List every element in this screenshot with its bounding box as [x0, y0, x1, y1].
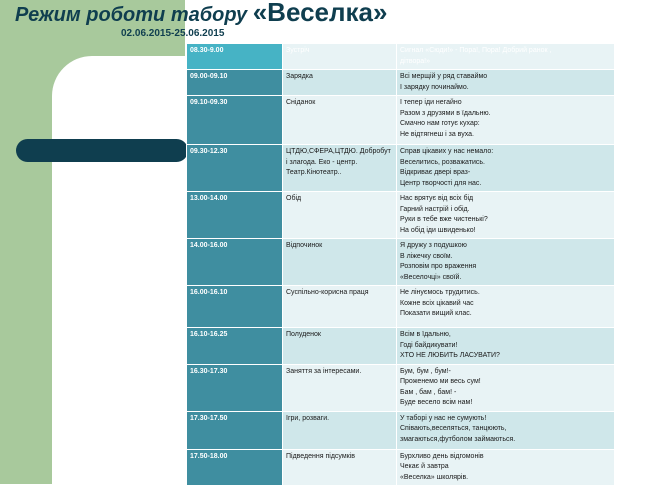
description-cell — [397, 364, 615, 411]
description-line: Я дружу з подушкою — [400, 242, 467, 249]
description-cell — [397, 449, 615, 486]
table-row — [187, 239, 615, 286]
activity-cell: Заняття за інтересами. — [283, 364, 397, 411]
description-cell — [397, 411, 615, 449]
description-line: Сигнал «Сюди!» - Пора!, Пора! Добрий ранок , — [400, 47, 552, 54]
table-row — [187, 449, 615, 486]
description-line: Всім в їдальню, — [400, 331, 451, 338]
description-line: Веселитись, розважатись. — [400, 158, 485, 166]
description-line: Смачно нам готує кухар: — [400, 120, 480, 127]
description-line: І зарядку починаймо. — [400, 83, 469, 91]
activity-cell: Зарядка — [283, 70, 397, 96]
time-cell: 14.00-16.00 — [187, 239, 283, 286]
description-line: Бум, бум , бум!- — [400, 367, 451, 375]
description-line: змагаються,футболом займаються. — [400, 435, 516, 443]
activity-cell: Зустріч — [283, 44, 397, 70]
description-line: Чекає й завтра — [400, 463, 449, 470]
description-line: Бам , бам , бам! - — [400, 388, 457, 396]
description-cell — [397, 192, 615, 239]
activity-cell: Відпочинок — [283, 239, 397, 286]
description-line: В ліжечку своїм. — [400, 252, 453, 260]
description-line: Не відтягнеш і за вуха. — [400, 130, 474, 138]
time-cell: 09.10-09.30 — [187, 96, 283, 145]
time-cell: 08.30-9.00 — [187, 44, 283, 70]
schedule-table — [186, 43, 615, 486]
description-line: дітвора!» — [400, 57, 431, 65]
title-text: Режим роботи табору — [15, 4, 253, 26]
description-line: Годі байдикувати! — [400, 341, 458, 349]
time-cell: 09.00-09.10 — [187, 70, 283, 96]
description-line: Всі мерщій у ряд ставаймо — [400, 73, 488, 80]
time-cell: 16.00-16.10 — [187, 286, 283, 328]
decor-pill-bar — [16, 139, 188, 162]
left-decor-cutout — [52, 56, 185, 484]
page-title — [15, 0, 387, 27]
description-cell — [397, 286, 615, 328]
description-line: Справ цікавих у нас немало: — [400, 148, 494, 155]
table-row — [187, 192, 615, 239]
description-line: «Веселка» школярів. — [400, 473, 469, 481]
description-cell — [397, 44, 615, 70]
description-line: Проженемо ми весь сум! — [400, 378, 481, 385]
time-cell: 13.00-14.00 — [187, 192, 283, 239]
table-row — [187, 96, 615, 145]
activity-cell: ЦТДЮ,СФЕРА,ЦТДЮ. Добробут і злагода. Еко - центр. Театр.Кінотеатр.. — [283, 145, 397, 192]
description-line: Кожне всіх цікавий час — [400, 299, 474, 307]
date-range: 02.06.2015-25.06.2015 — [121, 28, 225, 39]
time-cell: 17.30-17.50 — [187, 411, 283, 449]
description-cell — [397, 70, 615, 96]
camp-name: «Веселка» — [252, 0, 388, 27]
activity-cell: Обід — [283, 192, 397, 239]
activity-cell: Підведення підсумків — [283, 449, 397, 486]
description-line: Разом з друзями в їдальню. — [400, 109, 491, 117]
table-row — [187, 145, 615, 192]
description-line: «Веселочці» своїй. — [400, 273, 462, 281]
description-line: На обід іди швиденько! — [400, 226, 476, 234]
table-row — [187, 70, 615, 96]
activity-cell: Суспільно-корисна праця — [283, 286, 397, 328]
activity-cell: Ігри, розваги. — [283, 411, 397, 449]
description-line: Співають,веселяться, танцюють, — [400, 425, 507, 432]
description-line: Нас врятує від всіх бід — [400, 195, 474, 202]
time-cell: 09.30-12.30 — [187, 145, 283, 192]
description-line: Розповім про враження — [400, 263, 477, 270]
activity-cell: Сніданок — [283, 96, 397, 145]
table-row — [187, 328, 615, 365]
table-row — [187, 44, 615, 70]
description-cell — [397, 145, 615, 192]
table-row — [187, 364, 615, 411]
time-cell: 16.30-17.30 — [187, 364, 283, 411]
description-line: Руки в тебе вже чистенькі? — [400, 216, 488, 223]
description-line: Відкриває двері враз- — [400, 169, 471, 176]
time-cell: 16.10-16.25 — [187, 328, 283, 365]
time-cell: 17.50-18.00 — [187, 449, 283, 486]
table-row — [187, 411, 615, 449]
description-line: Центр творчості для нас. — [400, 179, 482, 187]
description-line: Бурхливо день відгомонів — [400, 452, 484, 460]
description-line: Буде весело всім нам! — [400, 399, 473, 406]
table-row — [187, 286, 615, 328]
description-line: У таборі у нас не сумують! — [400, 414, 487, 422]
description-line: Показати вищий клас. — [400, 310, 472, 317]
activity-cell: Полуденок — [283, 328, 397, 365]
description-cell — [397, 328, 615, 365]
description-cell — [397, 96, 615, 145]
description-line: Гарний настрій і обід. — [400, 205, 470, 213]
description-cell — [397, 239, 615, 286]
description-line: ХТО НЕ ЛЮБИТЬ ЛАСУВАТИ? — [400, 352, 500, 359]
description-line: Не лінуємось трудитись. — [400, 289, 480, 296]
description-line: І тепер іди негайно — [400, 99, 462, 106]
